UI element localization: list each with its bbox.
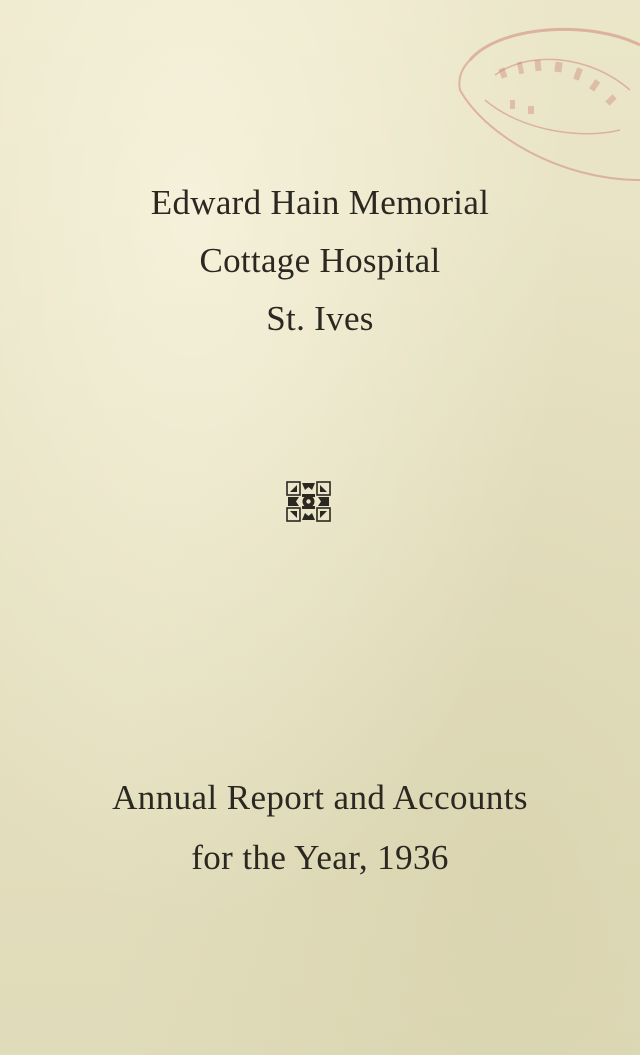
subtitle-line-1: Annual Report and Accounts [112, 778, 528, 817]
subtitle-line-2: for the Year, 1936 [191, 838, 449, 877]
report-subtitle [0, 780, 640, 876]
printers-ornament-icon [285, 480, 332, 523]
title-line-1: Edward Hain Memorial [150, 183, 490, 222]
title-line-2: Cottage Hospital [199, 241, 441, 280]
hospital-title [0, 185, 640, 337]
title-line-3: St. Ives [266, 299, 374, 338]
library-stamp [440, 20, 640, 190]
